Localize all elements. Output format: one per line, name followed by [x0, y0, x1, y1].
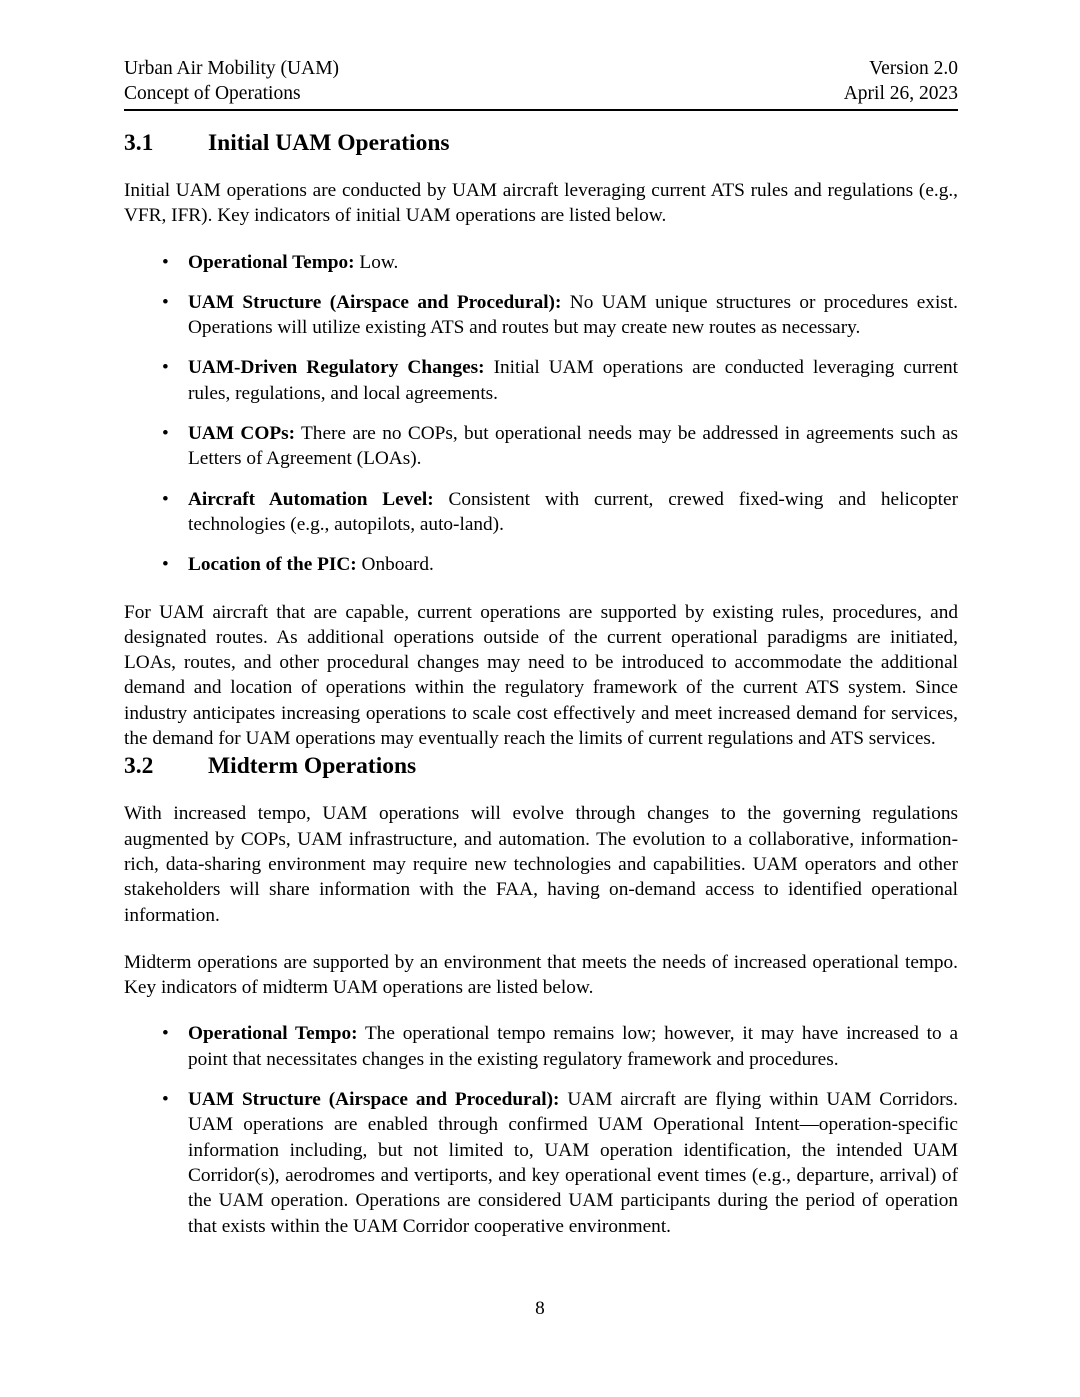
document-version: Version 2.0: [869, 58, 958, 79]
section-number-3-1: 3.1: [124, 130, 154, 156]
bullet-list-initial-uam-indicators: [124, 250, 958, 578]
header-line-2: [124, 81, 958, 106]
document-title-line-2: Concept of Operations: [124, 83, 301, 104]
list-item-lead: Operational Tempo:: [188, 251, 355, 273]
paragraph-3-2-intro: With increased tempo, UAM operations will evolve through changes to the governing regulations augmented by COPs, UAM infrastructure, and automation. The evolution to a collaborative, information-rich, data-sharing environment may require new technologies and capabilities. UAM operators and other stakeholders will share information with the FAA, having on-demand access to identified operational information.: [124, 803, 958, 926]
list-item-lead: Operational Tempo:: [188, 1023, 358, 1045]
section-number-3-2: 3.2: [124, 753, 154, 780]
bullet-dot-icon: •: [162, 554, 169, 576]
list-item: [124, 487, 958, 538]
paragraph-3-2-intro-2: Midterm operations are supported by an environment that meets the needs of increased operational tempo. Key indicators of midterm UAM operations are listed below.: [124, 951, 958, 999]
section-heading-3-1: [124, 128, 958, 158]
list-item-lead: UAM Structure (Airspace and Procedural):: [188, 1089, 560, 1111]
section-title-3-2: Midterm Operations: [208, 753, 417, 780]
list-item-text: There are no COPs, but operational needs may be addressed in agreements such as Letters of Agreement (LOAs).: [188, 423, 959, 470]
list-item-lead: UAM COPs:: [188, 423, 296, 445]
section-heading-3-2: [124, 751, 958, 781]
list-item-lead: UAM Structure (Airspace and Procedural):: [188, 291, 562, 313]
document-date: April 26, 2023: [843, 83, 958, 104]
bullet-dot-icon: •: [162, 488, 169, 510]
list-item: [124, 355, 958, 406]
paragraph-3-1-closing: For UAM aircraft that are capable, current operations are supported by existing rules, procedures, and designated routes. As additional operations outside of the current operational paradigms are initiated, LOAs, routes, and other procedural changes may need to be introduced to accommodate the additional demand and location of operations within the regulatory framework of the current ATS system. Since industry anticipates increasing operations to scale cost effectively and meet increased demand for services, the demand for UAM operations may eventually reach the limits of current regulations and ATS services.: [124, 601, 958, 750]
list-item: [124, 421, 958, 472]
document-running-header: [124, 56, 958, 111]
bullet-dot-icon: •: [162, 1089, 169, 1111]
paragraph-3-1-intro: Initial UAM operations are conducted by UAM aircraft leveraging current ATS rules and regulations (e.g., VFR, IFR). Key indicators of initial UAM operations are listed below.: [124, 180, 958, 227]
bullet-dot-icon: •: [162, 357, 169, 379]
section-title-3-1: Initial UAM Operations: [208, 130, 450, 156]
list-item-lead: Aircraft Automation Level:: [188, 488, 434, 510]
list-item-text: Consistent with current, crewed fixed-wing and helicopter technologies (e.g., autopilots, auto-land).: [188, 488, 958, 535]
list-item-text: Onboard.: [356, 554, 434, 576]
list-item: [124, 290, 958, 341]
list-item: [124, 1021, 958, 1072]
header-divider-rule: [124, 109, 958, 111]
list-item-lead: UAM-Driven Regulatory Changes:: [188, 357, 485, 379]
document-body: [124, 128, 958, 1239]
list-item-text: Initial UAM operations are conducted leveraging current rules, regulations, and local agreements.: [188, 357, 959, 404]
list-item: [124, 1087, 958, 1239]
list-item-text: Low.: [354, 251, 399, 273]
bullet-dot-icon: •: [162, 251, 169, 273]
bullet-list-midterm-uam-indicators: [124, 1021, 958, 1238]
list-item: [124, 250, 958, 275]
list-item-text: No UAM unique structures or procedures exist. Operations will utilize existing ATS and routes but may create new routes as necessary.: [188, 291, 958, 339]
page-number-footer: 8: [535, 1298, 545, 1319]
list-item: [124, 552, 958, 577]
list-item-text: UAM aircraft are flying within UAM Corridors. UAM operations are enabled through confirmed UAM Operational Intent—operation-specific information including, but not limited to, UAM operation identification, the intended UAM Corridor(s), aerodromes and vertiports, and key operational event times (e.g., departure, arrival) of the UAM operation. Operations are considered UAM participants during the period of operation that exists within the UAM Corridor cooperative environment.: [188, 1089, 958, 1237]
bullet-dot-icon: •: [162, 291, 169, 313]
list-item-text: The operational tempo remains low; however, it may have increased to a point that necessitates changes in the existing regulatory framework and procedures.: [188, 1023, 958, 1070]
document-title-line-1: Urban Air Mobility (UAM): [124, 58, 340, 79]
header-line-1: [124, 56, 958, 81]
bullet-dot-icon: •: [162, 423, 169, 445]
list-item-lead: Location of the PIC:: [188, 554, 357, 576]
bullet-dot-icon: •: [162, 1023, 169, 1045]
